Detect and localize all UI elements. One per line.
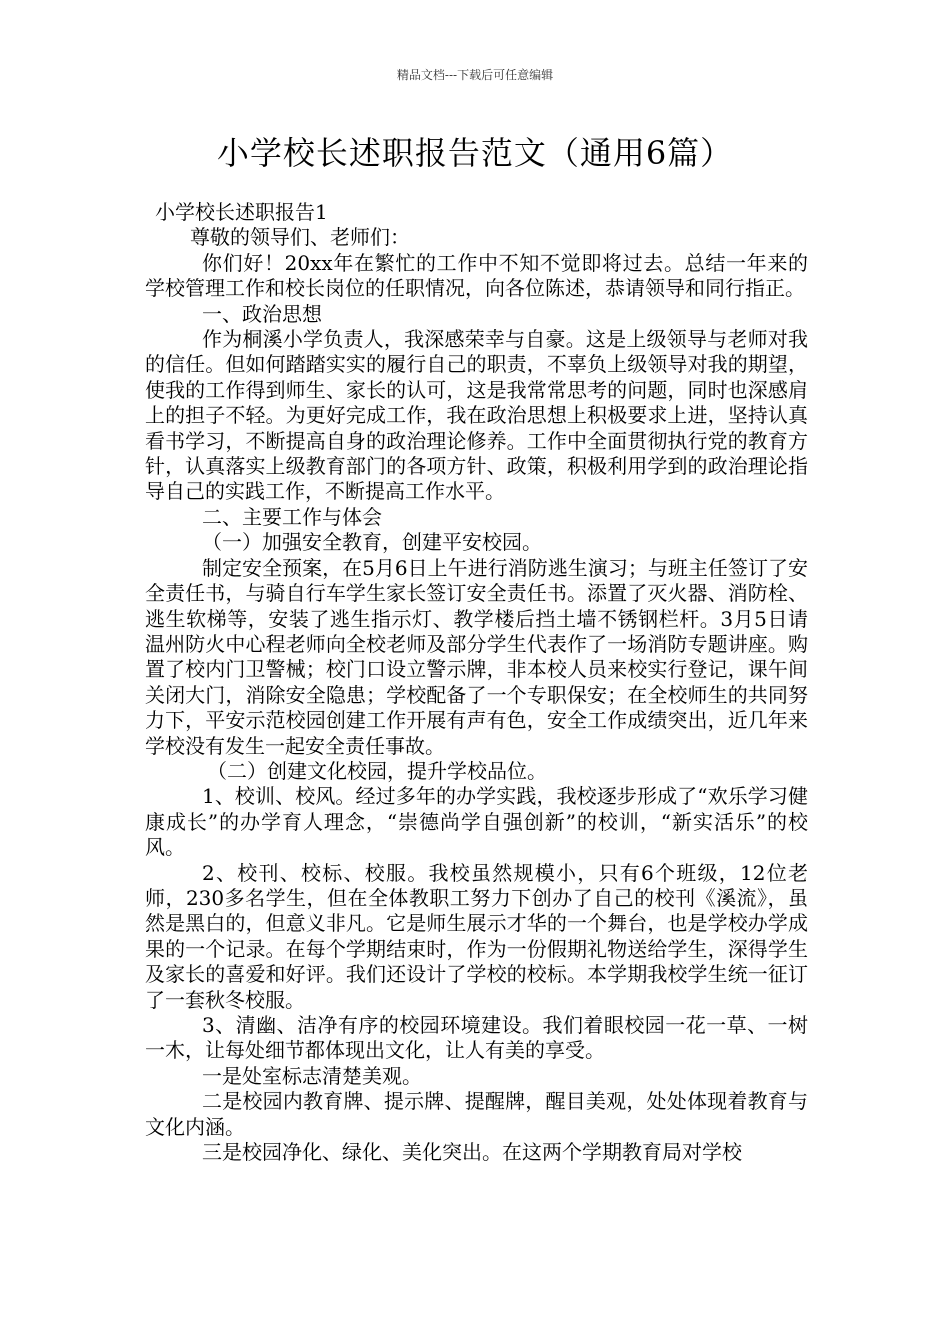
greeting: 尊敬的领导们、老师们： [190,225,410,250]
document-body [145,200,808,1165]
heading-main-work: 二、主要工作与体会 [202,504,382,529]
paragraph-politics: 作为桐溪小学负责人，我深感荣幸与自豪。这是上级领导与老师对我的信任。但如何踏踏实实的履行自己的职责，不辜负上级领导对我的期望，使我的工作得到师生、家长的认可，这是我常常思考的问题，同时也深感肩上的担子不轻。为更好完成工作，我在政治思想上积极要求上进，坚持认真看书学习，不断提高自身的政治理论修养。工作中全面贯彻执行党的教育方针，认真落实上级教育部门的各项方针、政策，积极利用学到的政治理论指导自己的实践工作，不断提高工作水平。 [145,327,808,504]
paragraph-school-magazine: 2、校刊、校标、校服。我校虽然规模小，只有6个班级，12位老师，230多名学生，但在全体教职工努力下创办了自己的校刊《溪流》，虽然是黑白的，但意义非凡。它是师生展示才华的一个舞台，也是学校办学成果的一个记录。在每个学期结束时，作为一份假期礼物送给学生，深得学生及家长的喜爱和好评。我们还设计了学校的校标。本学期我校学生统一征订了一套秋冬校服。 [145,860,808,1012]
paragraph-environment: 3、清幽、洁净有序的校园环境建设。我们着眼校园一花一草、一树一木，让每处细节都体现出文化，让人有美的享受。 [145,1013,808,1063]
heading-safety: （一）加强安全教育，创建平安校园。 [202,530,542,555]
document-title: 小学校长述职报告范文（通用6篇） [216,134,734,172]
paragraph-intro: 你们好！20xx年在繁忙的工作中不知不觉即将过去。总结一年来的学校管理工作和校长岗位的任职情况，向各位陈述，恭请领导和同行指正。 [145,250,808,301]
heading-politics: 一、政治思想 [202,301,322,326]
paragraph-item-two: 二是校园内教育牌、提示牌、提醒牌，醒目美观，处处体现着教育与文化内涵。 [145,1089,808,1139]
paragraph-item-one: 一是处室标志清楚美观。 [202,1063,422,1088]
paragraph-safety: 制定安全预案，在5月6日上午进行消防逃生演习；与班主任签订了安全责任书，与骑自行车学生家长签订安全责任书。添置了灭火器、消防栓、逃生软梯等，安装了逃生指示灯、教学楼后挡土墙不锈钢栏杆。3月5日请温州防火中心程老师向全校老师及部分学生代表作了一场消防专题讲座。购置了校内门卫警械；校门口设立警示牌，非本校人员来校实行登记，课午间关闭大门，消除安全隐患；学校配备了一个专职保安；在全校师生的共同努力下，平安示范校园创建工作开展有声有色，安全工作成绩突出，近几年来学校没有发生一起安全责任事故。 [145,555,808,758]
paragraph-motto: 1、校训、校风。经过多年的办学实践，我校逐步形成了“欢乐学习健康成长”的办学育人理念，“崇德尚学自强创新”的校训，“新实活乐”的校风。 [145,784,808,860]
heading-culture: （二）创建文化校园，提升学校品位。 [207,758,547,783]
section-subtitle: 小学校长述职报告1 [155,200,328,224]
page-header: 精品文档---下载后可任意编辑 [396,68,554,82]
paragraph-item-three: 三是校园净化、绿化、美化突出。在这两个学期教育局对学校 [202,1140,742,1165]
